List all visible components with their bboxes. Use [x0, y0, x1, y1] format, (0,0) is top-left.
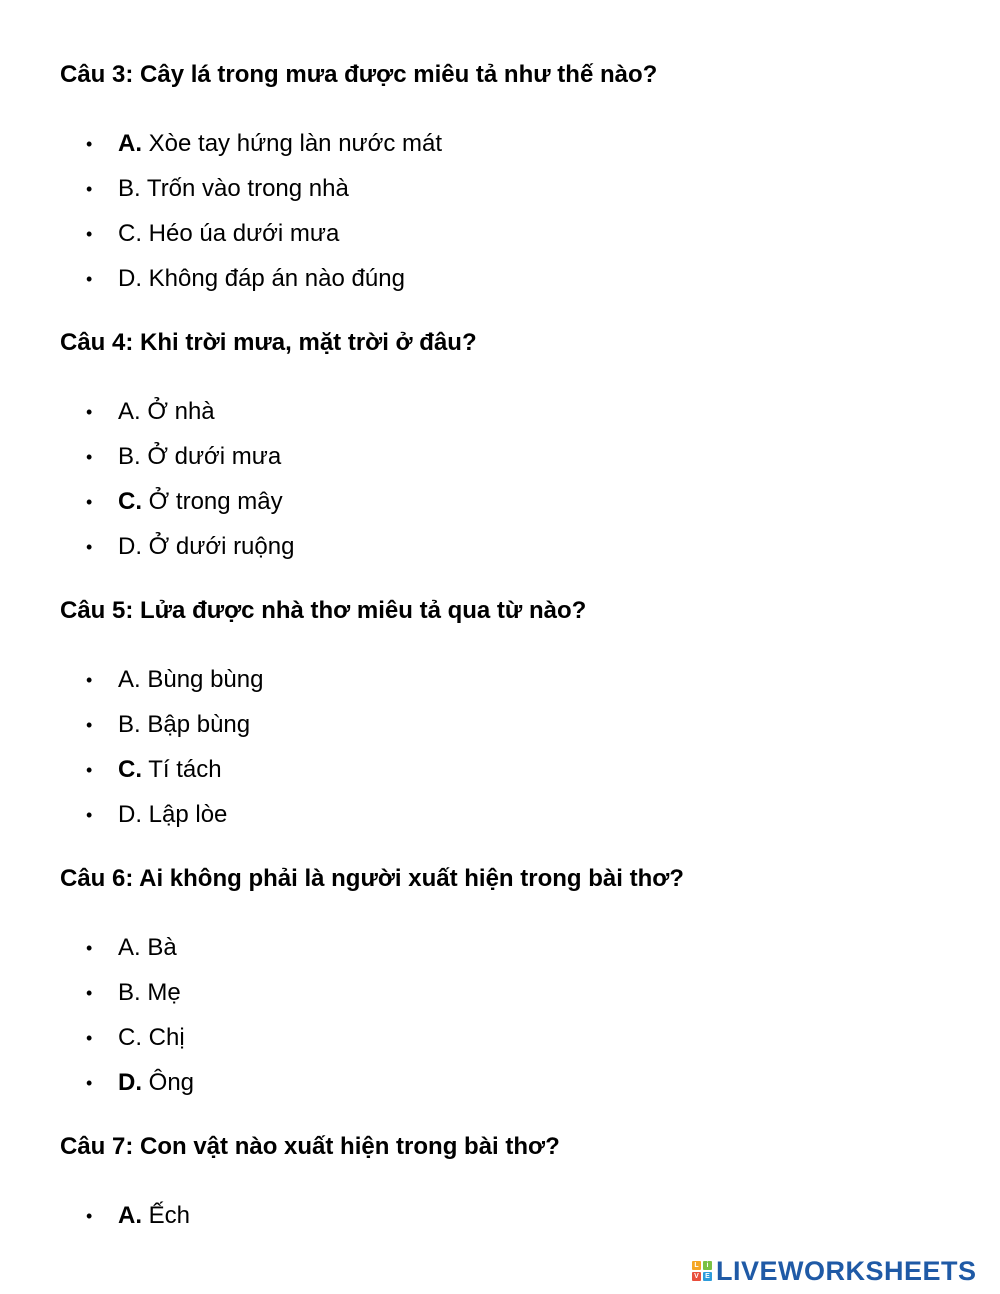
answer-option[interactable] [0, 934, 1000, 979]
question-title: Câu 6: Ai không phải là người xuất hiện trong bài thơ? [60, 865, 684, 892]
bullet-icon: • [86, 670, 93, 690]
option-letter: D. [118, 533, 142, 560]
option-text: Trốn vào trong nhà [140, 175, 349, 202]
bullet-icon: • [86, 224, 93, 244]
bullet-icon: • [86, 492, 93, 512]
bullet-icon: • [86, 447, 93, 467]
answer-option[interactable] [0, 801, 1000, 846]
option-text: Ở dưới ruộng [142, 533, 295, 560]
option-text: Ở dưới mưa [140, 443, 282, 470]
option-letter: C. [118, 1024, 142, 1051]
liveworksheets-logo[interactable] [692, 1256, 977, 1286]
answer-option[interactable] [0, 175, 1000, 220]
option-text: Héo úa dưới mưa [142, 220, 340, 247]
answer-option[interactable] [0, 265, 1000, 310]
logo-text: LIVEWORKSHEETS [716, 1255, 977, 1286]
answer-option[interactable] [0, 220, 1000, 265]
logo-block: L [692, 1261, 701, 1270]
bullet-icon: • [86, 760, 93, 780]
option-text: Ở trong mây [142, 488, 283, 515]
bullet-icon: • [86, 715, 93, 735]
bullet-icon: • [86, 179, 93, 199]
answer-list [0, 398, 1000, 578]
answer-option[interactable] [0, 1024, 1000, 1069]
bullet-icon: • [86, 134, 93, 154]
question-title: Câu 4: Khi trời mưa, mặt trời ở đâu? [60, 329, 477, 356]
option-text: Xòe tay hứng làn nước mát [142, 130, 443, 157]
option-text: Ông [142, 1069, 195, 1096]
answer-option[interactable] [0, 756, 1000, 801]
option-letter: A. [118, 1202, 142, 1229]
option-letter: D. [118, 1069, 142, 1096]
option-letter: D. [118, 265, 142, 292]
logo-block: E [703, 1272, 712, 1281]
answer-option[interactable] [0, 398, 1000, 443]
option-letter: A. [118, 130, 142, 157]
option-text: Không đáp án nào đúng [142, 265, 405, 292]
option-letter: C. [118, 488, 142, 515]
option-letter: C. [118, 220, 142, 247]
bullet-icon: • [86, 537, 93, 557]
option-text: Ếch [142, 1202, 191, 1229]
question-title: Câu 3: Cây lá trong mưa được miêu tả như thế nào? [60, 61, 658, 88]
option-letter: B. [118, 443, 141, 470]
option-text: Lập lòe [142, 801, 228, 828]
option-letter: B. [118, 979, 141, 1006]
option-letter: D. [118, 801, 142, 828]
option-letter: B. [118, 711, 141, 738]
question-title: Câu 7: Con vật nào xuất hiện trong bài thơ? [60, 1133, 560, 1160]
option-text: Bà [140, 934, 177, 961]
option-letter: C. [118, 756, 142, 783]
bullet-icon: • [86, 1028, 93, 1048]
option-text: Tí tách [142, 756, 222, 783]
option-text: Ở nhà [140, 398, 215, 425]
bullet-icon: • [86, 1206, 93, 1226]
answer-list [0, 934, 1000, 1114]
logo-block: V [692, 1272, 701, 1281]
answer-list [0, 130, 1000, 310]
option-letter: A. [118, 398, 141, 425]
answer-option[interactable] [0, 1069, 1000, 1114]
logo-block: i [703, 1261, 712, 1270]
option-text: Chị [142, 1024, 185, 1051]
answer-option[interactable] [0, 443, 1000, 488]
bullet-icon: • [86, 269, 93, 289]
option-letter: A. [118, 934, 141, 961]
option-text: Mẹ [140, 979, 181, 1006]
logo-blocks-icon [692, 1261, 712, 1281]
option-letter: B. [118, 175, 141, 202]
answer-option[interactable] [0, 1202, 1000, 1247]
bullet-icon: • [86, 402, 93, 422]
option-text: Bùng bùng [140, 666, 264, 693]
bullet-icon: • [86, 983, 93, 1003]
answer-list [0, 1202, 1000, 1247]
answer-option[interactable] [0, 130, 1000, 175]
answer-option[interactable] [0, 711, 1000, 756]
bullet-icon: • [86, 938, 93, 958]
answer-option[interactable] [0, 533, 1000, 578]
option-text: Bập bùng [140, 711, 251, 738]
option-letter: A. [118, 666, 141, 693]
answer-option[interactable] [0, 979, 1000, 1024]
answer-option[interactable] [0, 666, 1000, 711]
bullet-icon: • [86, 805, 93, 825]
bullet-icon: • [86, 1073, 93, 1093]
answer-option[interactable] [0, 488, 1000, 533]
question-title: Câu 5: Lửa được nhà thơ miêu tả qua từ nào? [60, 597, 587, 624]
answer-list [0, 666, 1000, 846]
